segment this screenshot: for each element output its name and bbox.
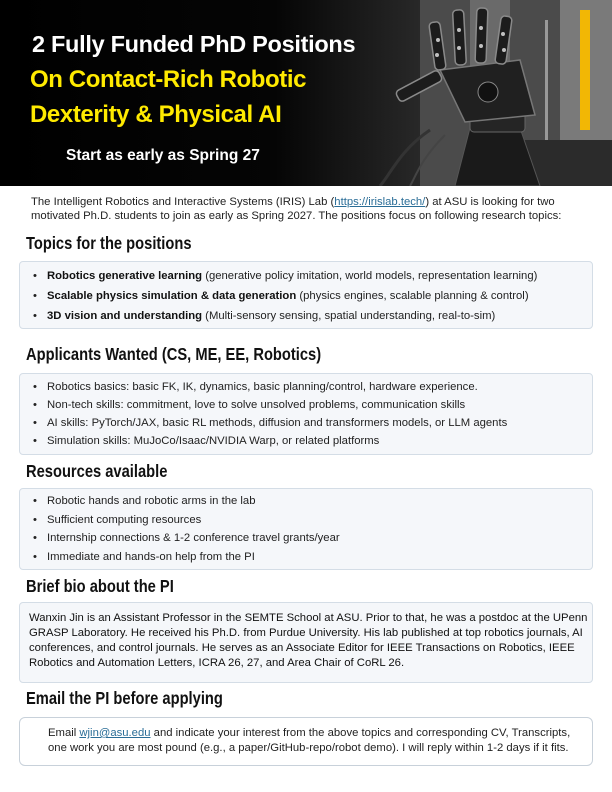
email-link[interactable]: wjin@asu.edu — [79, 727, 151, 739]
topic-title: Scalable physics simulation & data generation — [47, 290, 297, 302]
lab-website-link[interactable]: https://irislab.tech/ — [334, 196, 426, 208]
resources-list — [20, 494, 592, 568]
topic-detail: (Multi-sensory sensing, spatial understanding, real-to-sim) — [202, 310, 496, 322]
hero-subtitle: Start as early as Spring 27 — [66, 147, 260, 164]
topic-detail: (generative policy imitation, world models, representation learning) — [202, 270, 538, 282]
topic-title: Robotics generative learning — [47, 270, 203, 282]
applicants-box — [19, 373, 593, 455]
intro-text-before: The Intelligent Robotics and Interactive Systems (IRIS) Lab ( — [31, 196, 335, 208]
list-item: • Non-tech skills: commitment, love to solve unsolved problems, communication skills — [20, 398, 592, 416]
applicants-list — [20, 380, 592, 452]
hero-highlight-line2: Dexterity & Physical AI — [30, 101, 282, 128]
contact-line2: one work you are most pound (e.g., a paper/GitHub-repo/robot demo). I will reply within 1-2 days if it fits. — [48, 742, 569, 754]
list-item: • Robotic hands and robotic arms in the lab — [20, 494, 592, 513]
list-item — [20, 309, 592, 329]
topic-detail: (physics engines, scalable planning & control) — [296, 290, 529, 302]
contact-heading: Email the PI before applying — [26, 688, 223, 708]
resources-box — [19, 488, 593, 570]
topics-box — [19, 261, 593, 329]
list-item: • AI skills: PyTorch/JAX, basic RL methods, diffusion and transformers models, or LLM agents — [20, 416, 592, 434]
intro-text-after: ) at ASU is looking for two motivated Ph.D. students to join as early as Spring 2027. The positions focus on following research topics: — [31, 196, 562, 222]
resources-heading: Resources available — [26, 461, 168, 481]
applicants-heading: Applicants Wanted (CS, ME, EE, Robotics) — [26, 344, 322, 364]
contact-box — [19, 717, 593, 766]
list-item — [20, 289, 592, 309]
bio-heading: Brief bio about the PI — [26, 576, 174, 596]
list-item: • Immediate and hands-on help from the PI — [20, 550, 592, 569]
contact-text-after: and indicate your interest from the above topics and corresponding CV, Transcripts, — [150, 727, 571, 739]
topic-title: 3D vision and understanding — [47, 310, 203, 322]
list-item — [20, 269, 592, 289]
list-item: • Robotics basics: basic FK, IK, dynamics, basic planning/control, hardware experience. — [20, 380, 592, 398]
hero-title: 2 Fully Funded PhD Positions — [32, 31, 356, 57]
topics-list — [20, 269, 592, 329]
hero-banner — [0, 0, 612, 186]
list-item: • Internship connections & 1-2 conference travel grants/year — [20, 531, 592, 550]
list-item: • Sufficient computing resources — [20, 513, 592, 532]
bio-text: Wanxin Jin is an Assistant Professor in the SEMTE School at ASU. Prior to that, he was a postdoc at the UPenn GRASP Laboratory. He received his Ph.D. from Purdue University. His lab published at top robotics journals, AI conferences, and control journals. He serves as an Associate Editor for IEEE Transactions on Robotics, IEEE Robotics and Automation Letters, ICRA 26, 27, and Area Chair of CoRL 26. — [29, 612, 588, 669]
intro-paragraph — [31, 196, 601, 223]
topics-heading: Topics for the positions — [26, 233, 192, 253]
contact-line1 — [48, 726, 582, 741]
bio-box — [19, 602, 593, 683]
contact-text-before: Email — [48, 727, 80, 739]
list-item: • Simulation skills: MuJoCo/Isaac/NVIDIA Warp, or related platforms — [20, 434, 592, 452]
hero-highlight-line1: On Contact-Rich Robotic — [30, 66, 307, 93]
